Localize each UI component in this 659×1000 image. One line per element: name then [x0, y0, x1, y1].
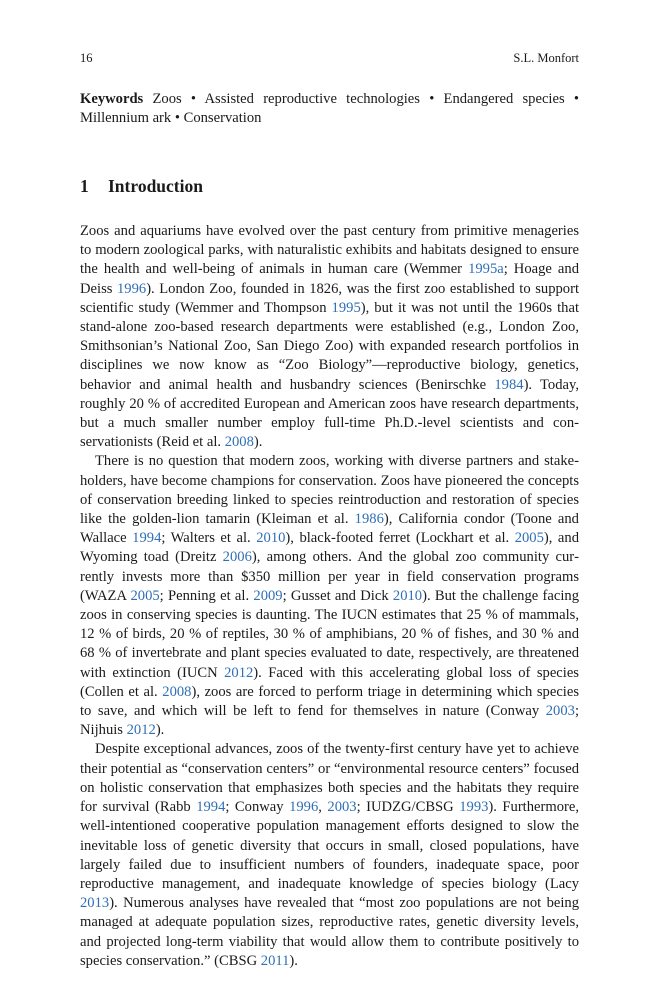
paragraph-text: There is no question that modern zoos, working with diverse partners and stakeholders, have become champions for conservation. Zoos have pioneered the concepts of conservation breeding linked to species reintroduction and restoration of species like the golden-lion tamarin (Kleiman et al.: [80, 453, 579, 528]
citation-link[interactable]: 2005: [130, 587, 160, 604]
section-number: 1: [80, 176, 89, 196]
citation-link[interactable]: 2013: [80, 895, 110, 912]
paragraph-text: Zoos and aquariums have evolved over the past century from primitive menageries to modern zoological parks, with naturalistic exhibits and habitats designed to ensure the health and well-being of animals in human care (Wemmer: [80, 223, 579, 278]
paragraph-text: ; Hoage and Deiss: [80, 261, 579, 297]
paragraph: [80, 452, 579, 740]
paragraph-text: ).: [289, 952, 298, 969]
citation-link[interactable]: 1994: [196, 799, 226, 816]
citation-link[interactable]: 1996: [289, 799, 319, 816]
citation-link[interactable]: 2003: [327, 799, 357, 816]
paragraph-text: ; Gusset and Dick: [282, 587, 393, 604]
page: [80, 50, 579, 971]
citation-link[interactable]: 1995a: [468, 261, 504, 278]
paragraph-text: ). Numerous analyses have revealed that “most zoo populations are not being managed at adequate population sizes, reproductive rates, genetic diversity levels, and projected long-term viability that would allow them to contribute positively to species conservation.” (CBSG: [80, 895, 579, 969]
paragraph-text: ).: [253, 434, 263, 451]
paragraph-text: ). But the challenge facing zoos in conserving species is daunting. The IUCN estimates that 25 % of mammals, 12 % of birds, 20 % of reptiles, 30 % of amphibians, 20 % of fishes, and 30 % and 68 % of invertebrate and plant species evaluated to date, respectively, are threatened with extinction (IUCN: [80, 587, 579, 681]
page-number: 16: [80, 51, 93, 65]
citation-link[interactable]: 2008: [162, 683, 192, 700]
paragraph-text: ; Walters et al.: [161, 530, 257, 547]
citation-link[interactable]: 1995: [331, 299, 361, 316]
citation-link[interactable]: 2009: [253, 587, 283, 604]
paragraph-text: Despite exceptional advances, zoos of the twenty-first century have yet to achieve their potential as “conservation centers” or “environmental resource centers” focused on holistic conservation that emphasizes both species and the habitats they require for survival (Rabb: [80, 741, 579, 816]
citation-link[interactable]: 2012: [224, 664, 254, 681]
paragraph-text: ), but it was not until the 1960s that stand-alone zoo-based research departments were established (e.g., London Zoo, Smithsonian’s National Zoo, San Diego Zoo) with expanded research portfolios in disciplines we now know as “Zoo Biology”—reproductive biology, genetics, behavior and animal health and husbandry sciences (Benirschke: [80, 299, 580, 393]
paragraph-text: ), among others. And the global zoo community currently invests more than $350 million per year in field conservation programs (WAZA: [80, 549, 580, 604]
running-head-author: S.L. Monfort: [513, 51, 579, 65]
running-head: [80, 50, 579, 66]
paragraph-text: ), black-footed ferret (Lockhart et al.: [285, 530, 515, 547]
citation-link[interactable]: 2011: [260, 952, 290, 969]
citation-link[interactable]: 1993: [459, 799, 489, 816]
paragraph: [80, 740, 579, 970]
citation-link[interactable]: 2012: [126, 722, 156, 739]
paragraph-text: ).: [155, 722, 165, 739]
paragraph-text: ), and Wyoming toad (Dreitz: [80, 530, 580, 566]
paragraph-text: ; IUDZG/CBSG: [356, 799, 460, 816]
paragraph-text: ; Penning et al.: [159, 587, 254, 604]
paragraph-text: ). Furthermore, well-intentioned cooperative population management efforts designed to slow the inevitable loss of genetic diversity that occurs in small, closed populations, have largely failed due to insufficient numbers of founders, inadequate space, poor reproductive management, and inadequate knowledge of species biology (Lacy: [80, 799, 580, 892]
paragraph: [80, 222, 579, 452]
citation-link[interactable]: 1986: [354, 511, 384, 528]
paragraph-text: ), California condor (Toone and Wallace: [80, 511, 579, 547]
paragraph-text: ). London Zoo, founded in 1826, was the first zoo established to support scientific study (Wemmer and Thompson: [80, 280, 579, 316]
section-heading: [80, 175, 579, 197]
paragraph-text: ). Today, roughly 20 % of accredited European and American zoos have research departments, but a much smaller number employ full-time Ph.D.-level scientists and conservationists (Reid et al.: [80, 376, 580, 451]
citation-link[interactable]: 2010: [256, 530, 286, 547]
section-title: Introduction: [108, 176, 203, 196]
citation-link[interactable]: 1984: [494, 376, 524, 393]
citation-link[interactable]: 1996: [117, 280, 147, 297]
citation-link[interactable]: 2003: [545, 703, 575, 720]
citation-link[interactable]: 2010: [392, 587, 423, 604]
paragraph-text: ,: [318, 799, 328, 816]
keywords: [80, 90, 579, 128]
citation-link[interactable]: 1994: [132, 530, 162, 547]
citation-link[interactable]: 2008: [224, 434, 254, 451]
citation-link[interactable]: 2005: [514, 530, 544, 547]
paragraph-text: ; Nijhuis: [80, 703, 579, 739]
keywords-text: Zoos • Assisted reproductive technologies • Endangered species • Millennium ark • Conservation: [80, 91, 579, 126]
keywords-label: Keywords: [80, 91, 144, 107]
paragraph-text: ; Conway: [225, 799, 290, 816]
paragraph-text: ), zoos are forced to perform triage in determining which species to save, and which will be left to fend for themselves in nature (Conway: [80, 683, 580, 720]
paragraph-text: ). Faced with this accelerating global loss of species (Collen et al.: [80, 664, 579, 700]
body-text: [80, 222, 579, 971]
citation-link[interactable]: 2006: [222, 549, 252, 566]
